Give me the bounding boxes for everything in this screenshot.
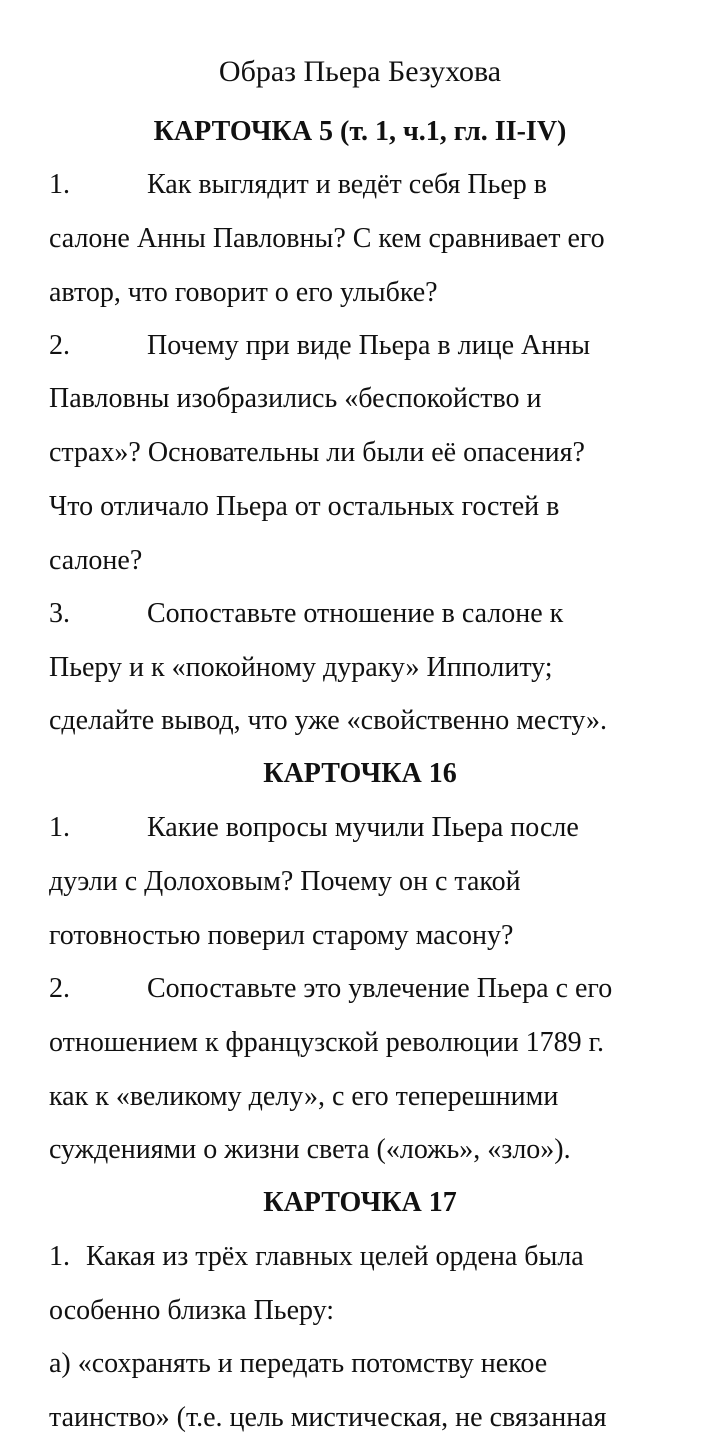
question-text: Сопоставьте это увлечение Пьера с его [147,973,613,1004]
card-16-q1-line-2: дуэли с Долоховым? Почему он с такой [49,866,521,897]
card-5-q1-line-1 [49,165,547,205]
card-5-heading: КАРТОЧКА 5 (т. 1, ч.1, гл. II-IV) [153,116,567,147]
card-17-q1-line-3: а) «сохранять и передать потомству некое [49,1348,548,1379]
question-number: 1. [49,812,70,843]
question-number: 1. [49,1241,70,1272]
card-16-q2-line-1 [49,969,612,1009]
question-number: 1. [49,169,70,200]
card-5-q1-line-2: салоне Анны Павловны? С кем сравнивает его [49,223,605,254]
question-text: Какая из трёх главных целей ордена была [86,1241,584,1272]
card-5-q2-line-1 [49,326,590,366]
question-number: 2. [49,330,70,361]
card-5-q2-line-3: страх»? Основательны ли были её опасения? [49,437,585,468]
card-5-q3-line-2: Пьеру и к «покойному дураку» Ипполиту; [49,652,553,683]
card-17-q1-line-4: таинство» (т.е. цель мистическая, не связанная [49,1402,607,1433]
question-number: 3. [49,598,70,629]
card-16-q1-line-3: готовностью поверил старому масону? [49,920,514,951]
card-5-q3-line-3: сделайте вывод, что уже «свойственно месту». [49,705,608,736]
card-5-q2-line-2: Павловны изобразились «беспокойство и [49,383,542,414]
card-17-q1-line-1 [49,1237,584,1277]
question-text: Сопоставьте отношение в салоне к [147,598,564,629]
card-17-heading: КАРТОЧКА 17 [263,1187,457,1218]
question-number: 2. [49,973,70,1004]
question-text: Какие вопросы мучили Пьера после [147,812,579,843]
question-text: Почему при виде Пьера в лице Анны [147,330,591,361]
card-5-q1-line-3: автор, что говорит о его улыбке? [49,277,438,308]
card-5-q3-line-1 [49,594,563,634]
card-5-q2-line-4: Что отличало Пьера от остальных гостей в [49,491,560,522]
document-title: Образ Пьера Безухова [218,55,502,88]
card-16-q1-line-1 [49,808,579,848]
card-16-q2-line-4: суждениями о жизни света («ложь», «зло»). [49,1134,571,1165]
question-text: Как выглядит и ведёт себя Пьер в [147,169,548,200]
card-16-q2-line-3: как к «великому делу», с его теперешними [49,1081,559,1112]
card-5-q2-line-5: салоне? [49,545,143,576]
card-16-q2-line-2: отношением к французской революции 1789 г. [49,1027,605,1058]
card-17-q1-line-2: особенно близка Пьеру: [49,1295,335,1326]
card-16-heading: КАРТОЧКА 16 [263,758,457,789]
